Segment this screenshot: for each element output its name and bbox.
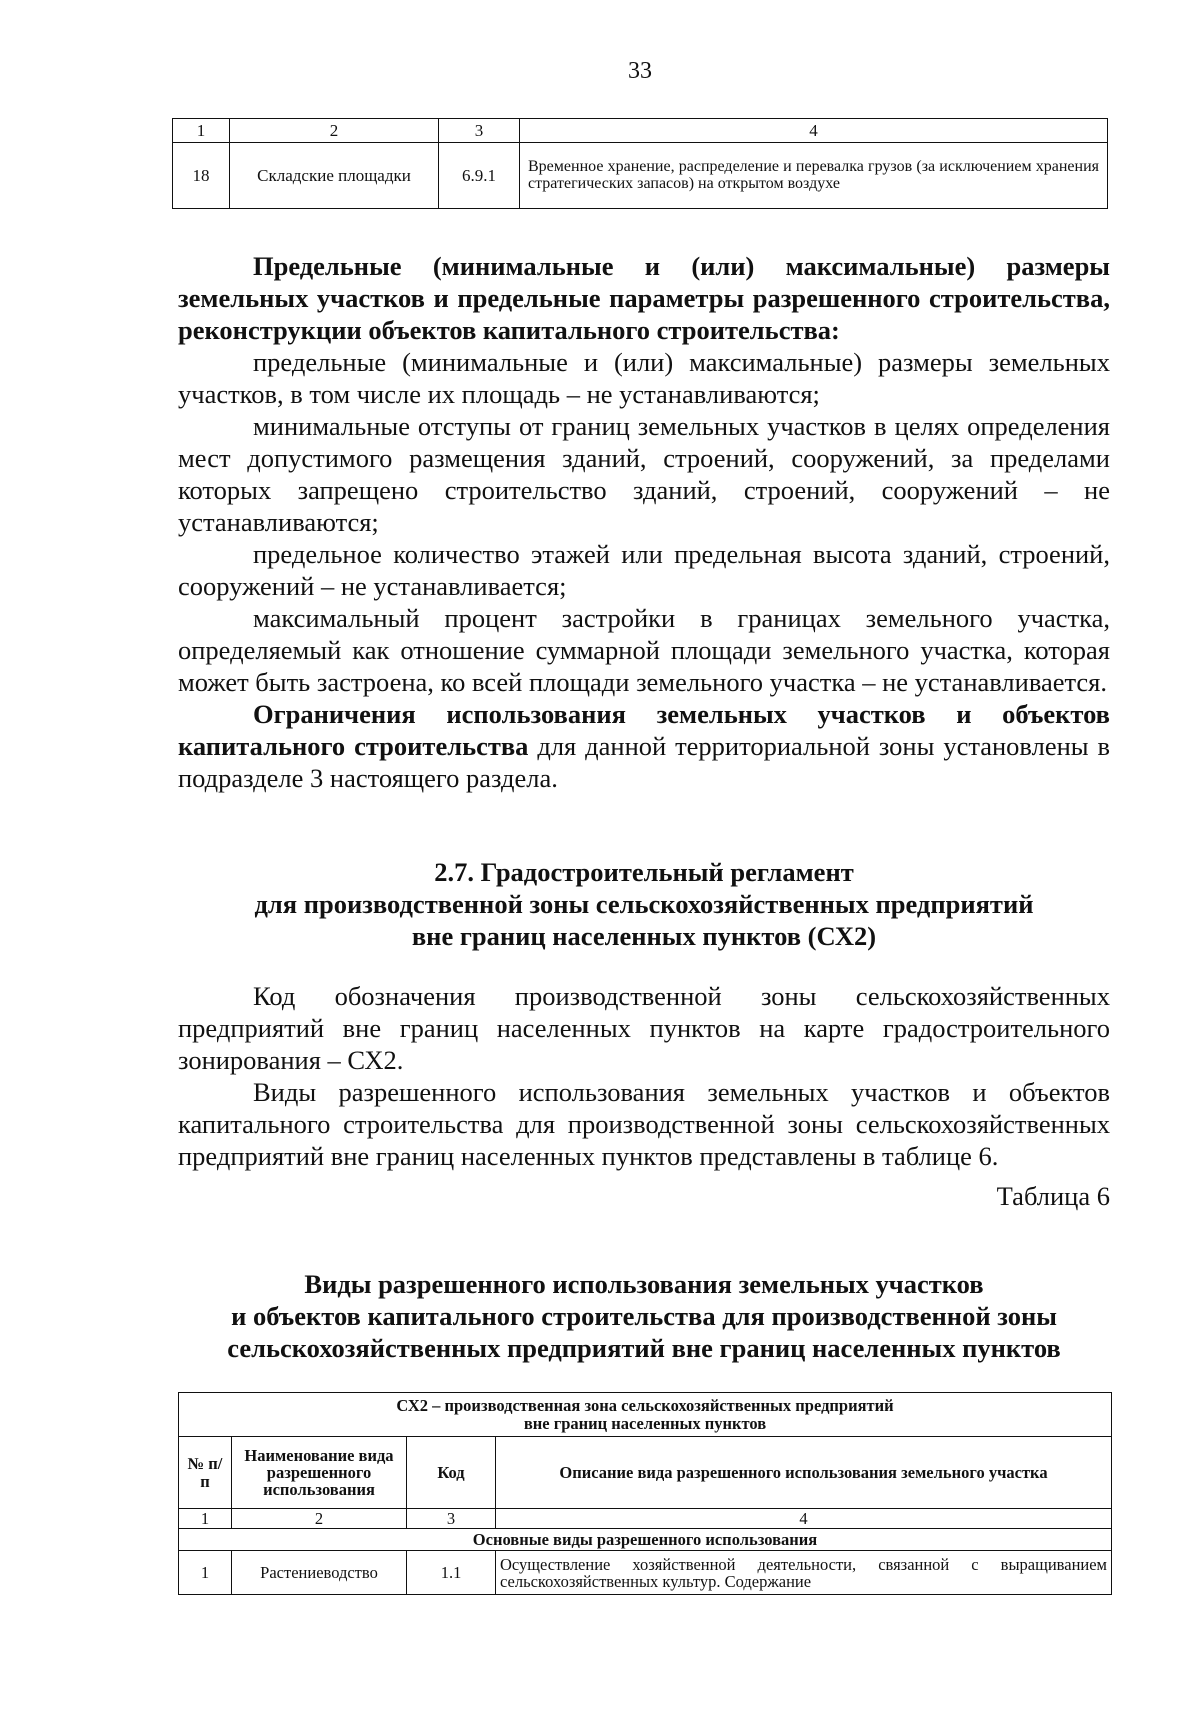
col-header-code: Код (407, 1437, 496, 1509)
row-name: Складские площадки (230, 143, 439, 209)
zone-header-line-1: СХ2 – производственная зона сельскохозяйственных предприятий (396, 1396, 894, 1416)
table-row (173, 143, 1108, 209)
limits-heading: Предельные (минимальные и (или) максимальные) размеры земельных участков и предельные параметры разрешенного строительства, реконструкции объектов капитального строительства: (178, 251, 1110, 345)
col-header-description: Описание вида разрешенного использования земельного участка (496, 1437, 1112, 1509)
col-header-number: № п/п (179, 1437, 232, 1509)
section-block (178, 856, 1110, 952)
col-header-3: 3 (439, 119, 520, 143)
zone-header-line-2: вне границ населенных пунктов (523, 1413, 767, 1433)
zone-header (179, 1393, 1112, 1437)
row-description: Осуществление хозяйственной деятельности, связанной с выращиванием сельскохозяйственных культур. Содержание (496, 1551, 1112, 1595)
limits-paragraph-1: предельные (минимальные и (или) максимальные) размеры земельных участков, в том числе их площадь – не устанавливаются; (178, 347, 1110, 409)
col-header-4: 4 (520, 119, 1108, 143)
intro-block (178, 980, 1110, 1212)
col-header-name: Наименование вида разрешенного использования (232, 1437, 407, 1509)
row-number: 18 (173, 143, 230, 209)
col-number-3: 3 (407, 1509, 496, 1529)
row-description: Временное хранение, распределение и перевалка грузов (за исключением хранения стратегических запасов) на открытом воздухе (520, 143, 1108, 209)
section-title-line-1: 2.7. Градостроительный регламент (434, 857, 854, 887)
continuation-table (172, 118, 1108, 209)
group-header-main: Основные виды разрешенного использования (179, 1529, 1112, 1551)
table-row (179, 1551, 1112, 1595)
row-code: 6.9.1 (439, 143, 520, 209)
section-title-line-3: вне границ населенных пунктов (СХ2) (411, 921, 877, 951)
table-title-line-3: сельскохозяйственных предприятий вне границ населенных пунктов (227, 1333, 1061, 1363)
limits-paragraph-2: минимальные отступы от границ земельных участков в целях определения мест допустимого размещения зданий, строений, сооружений, за пределами которых запрещено строительство зданий, строений, сооружений – не устанавливаются; (178, 411, 1110, 537)
row-number: 1 (179, 1551, 232, 1595)
table-6 (178, 1392, 1112, 1595)
zone-code-paragraph: Код обозначения производственной зоны сельскохозяйственных предприятий вне границ населенных пунктов на карте градостроительного зонирования – СХ2. (178, 981, 1110, 1075)
table-title-line-2: и объектов капитального строительства для производственной зоны (231, 1301, 1057, 1331)
limits-block (178, 250, 1110, 794)
restrictions-paragraph (178, 698, 1110, 794)
page-number: 33 (628, 58, 652, 84)
limits-paragraph-3: предельное количество этажей или предельная высота зданий, строений, сооружений – не устанавливается; (178, 539, 1110, 601)
limits-paragraph-4: максимальный процент застройки в границах земельного участка, определяемый как отношение суммарной площади земельного участка, которая может быть застроена, ко всей площади земельного участка – не устанавливается. (178, 603, 1110, 697)
table-label: Таблица 6 (996, 1181, 1110, 1211)
restrictions-bold: Ограничения использования земельных участков и объектов капитального строительства (178, 699, 1110, 761)
restrictions-rest: для данной территориальной зоны установлены в подразделе 3 настоящего раздела. (178, 731, 1110, 793)
table-title-block (178, 1268, 1110, 1364)
row-name: Растениеводство (232, 1551, 407, 1595)
col-number-1: 1 (179, 1509, 232, 1529)
col-number-4: 4 (496, 1509, 1112, 1529)
col-header-1: 1 (173, 119, 230, 143)
permitted-uses-paragraph: Виды разрешенного использования земельных участков и объектов капитального строительства для производственной зоны сельскохозяйственных предприятий вне границ населенных пунктов представлены в таблице 6. (178, 1077, 1110, 1171)
row-code: 1.1 (407, 1551, 496, 1595)
col-header-2: 2 (230, 119, 439, 143)
col-number-2: 2 (232, 1509, 407, 1529)
section-title-line-2: для производственной зоны сельскохозяйственных предприятий (254, 889, 1034, 919)
table-title-line-1: Виды разрешенного использования земельных участков (304, 1269, 984, 1299)
